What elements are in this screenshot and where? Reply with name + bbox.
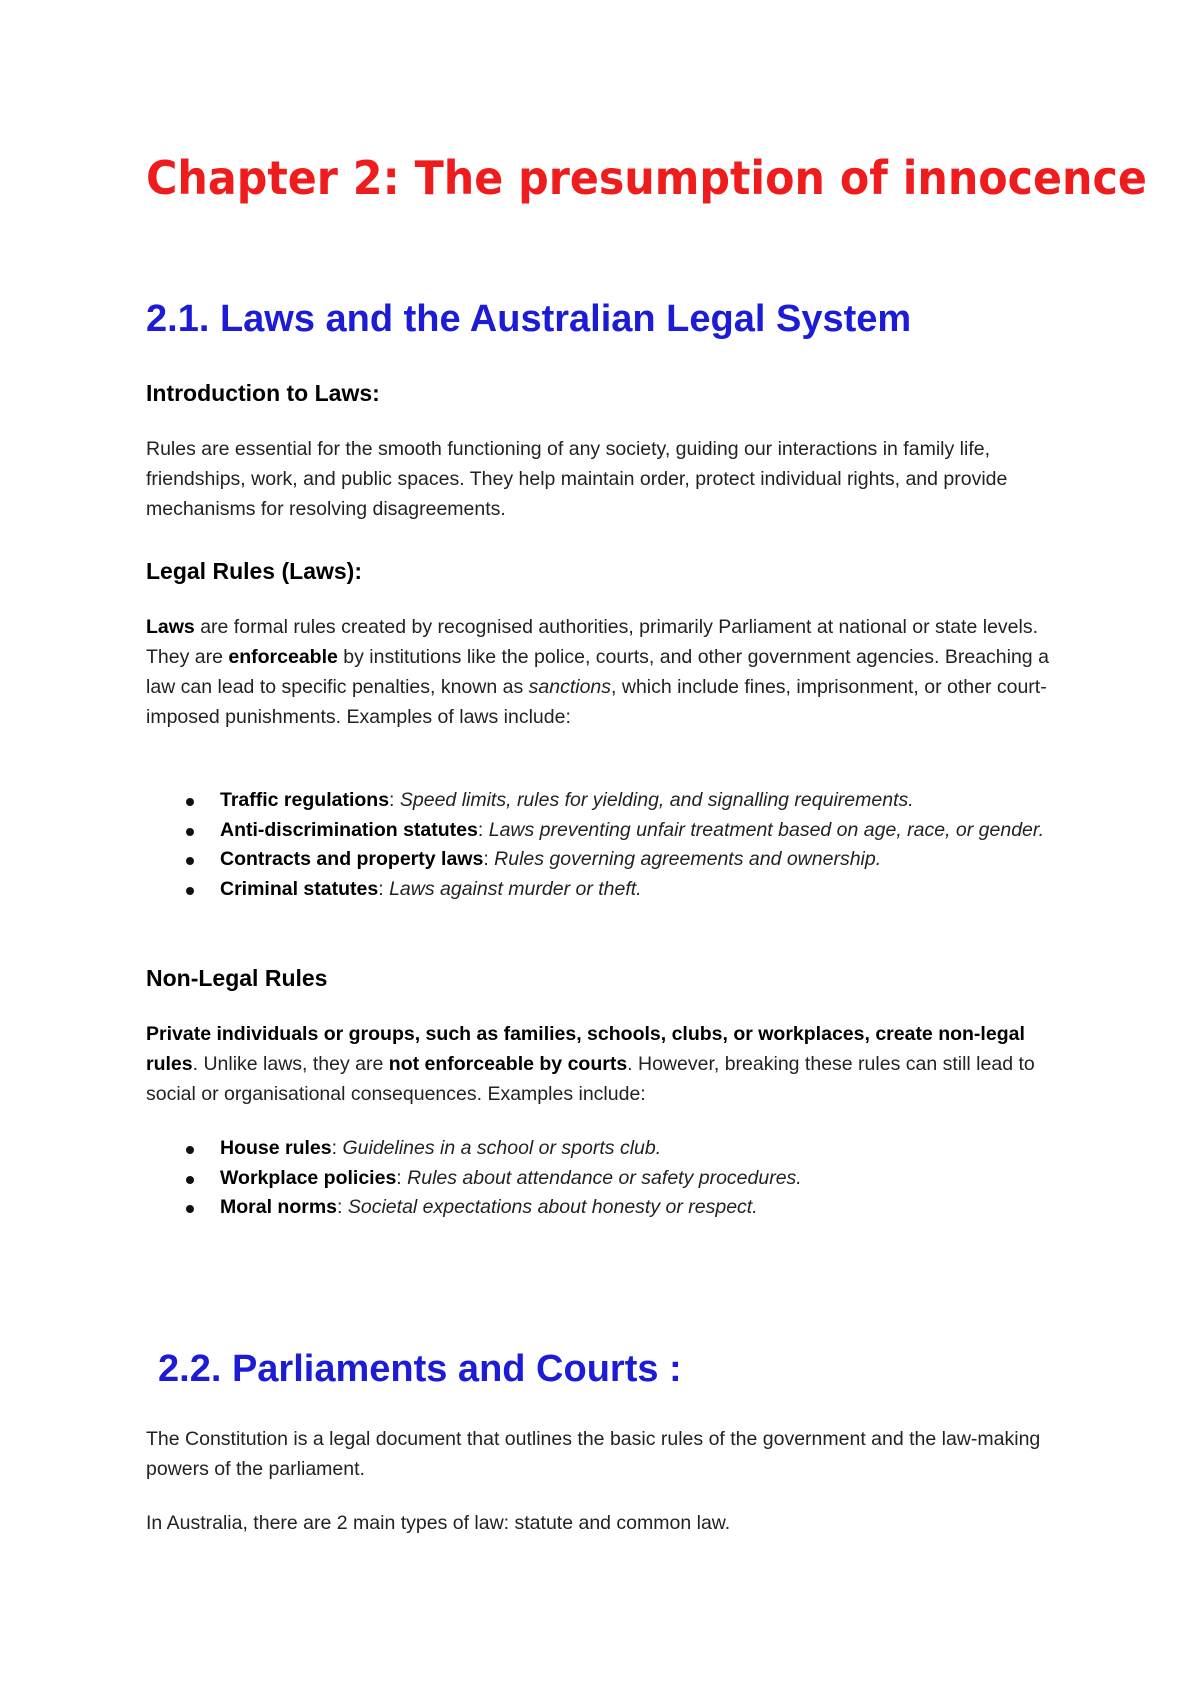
list-item-term: Traffic regulations — [220, 789, 390, 811]
list-item-term: House rules — [220, 1137, 332, 1159]
non-legal-text-2: . However, breaking these rules can still lead to social or organisational consequences. Examples include: — [146, 1053, 1035, 1105]
bullet-icon — [186, 798, 194, 806]
bullet-icon — [186, 857, 194, 865]
heading-legal-rules: Legal Rules (Laws): — [146, 558, 362, 584]
legal-rules-text-1: are formal rules created by recognised authorities, primarily Parliament at national or state levels. They are — [146, 616, 1039, 668]
list-item — [146, 786, 1076, 816]
bullet-icon — [186, 1205, 194, 1213]
list-item-separator: : — [396, 1166, 408, 1189]
list-item-description: Rules governing agreements and ownership. — [494, 848, 882, 870]
list-item-term: Moral norms — [220, 1196, 338, 1218]
list-item-term: Workplace policies — [220, 1166, 397, 1189]
chapter-title: Chapter 2: The presumption of innocence — [146, 151, 1147, 205]
bullet-icon — [186, 887, 194, 895]
list-item-description: Laws against murder or theft. — [389, 877, 642, 900]
bullet-icon — [186, 828, 194, 836]
list-item — [146, 875, 1076, 905]
non-legal-bold-2: not enforceable by courts — [388, 1053, 628, 1075]
list-item-separator: : — [483, 848, 495, 870]
list-item — [146, 816, 1076, 846]
laws-term: Laws — [146, 616, 195, 638]
section-title-2-1: 2.1. Laws and the Australian Legal System — [146, 298, 912, 340]
list-item-description: Rules about attendance or safety procedures. — [407, 1166, 802, 1189]
non-legal-examples-list — [146, 1134, 1076, 1223]
list-item-description: Guidelines in a school or sports club. — [342, 1137, 662, 1159]
constitution-paragraph: The Constitution is a legal document that outlines the basic rules of the government and the law-making powers of the parliament. — [146, 1428, 1041, 1480]
section-title-2-2: 2.2. Parliaments and Courts : — [158, 1348, 682, 1390]
list-item-separator: : — [477, 818, 489, 841]
types-of-law-paragraph: In Australia, there are 2 main types of law: statute and common law. — [146, 1512, 731, 1534]
list-item — [146, 1193, 1076, 1223]
list-item-description: Laws preventing unfair treatment based on age, race, or gender. — [488, 818, 1045, 841]
enforceable-term: enforceable — [228, 646, 338, 668]
list-item-term: Anti-discrimination statutes — [220, 818, 478, 841]
list-item-separator: : — [378, 877, 390, 900]
legal-rules-text-2: by institutions like the police, courts, and other government agencies. Breaching a law can lead to specific penalties, known as — [146, 646, 1049, 698]
list-item-term: Contracts and property laws — [220, 848, 484, 870]
non-legal-bold-1: Private individuals or groups, such as families, schools, clubs, or workplaces, create non-legal rules — [146, 1023, 1025, 1075]
intro-paragraph: Rules are essential for the smooth functioning of any society, guiding our interactions in family life, friendships, work, and public spaces. They help maintain order, protect individual rights, and provide mechanisms for resolving disagreements. — [146, 438, 1008, 520]
non-legal-rules-paragraph — [146, 1019, 1076, 1109]
list-item — [146, 1164, 1076, 1194]
list-item-separator: : — [337, 1196, 348, 1218]
list-item-description: Societal expectations about honesty or respect. — [347, 1196, 758, 1218]
legal-rules-text-3: , which include fines, imprisonment, or other court-imposed punishments. Examples of laws include: — [146, 676, 1047, 728]
laws-examples-list — [146, 786, 1076, 904]
list-item — [146, 845, 1076, 875]
bullet-icon — [186, 1146, 194, 1154]
list-item-term: Criminal statutes — [220, 877, 379, 900]
list-item-separator: : — [389, 789, 400, 811]
list-item-separator: : — [331, 1137, 343, 1159]
sanctions-term: sanctions — [528, 676, 612, 698]
non-legal-text-1: . Unlike laws, they are — [192, 1053, 389, 1075]
heading-non-legal-rules: Non-Legal Rules — [146, 965, 328, 991]
list-item-description: Speed limits, rules for yielding, and signalling requirements. — [399, 789, 914, 811]
heading-introduction-to-laws: Introduction to Laws: — [146, 380, 380, 406]
list-item — [146, 1134, 1076, 1164]
bullet-icon — [186, 1176, 194, 1184]
legal-rules-paragraph — [146, 612, 1076, 732]
